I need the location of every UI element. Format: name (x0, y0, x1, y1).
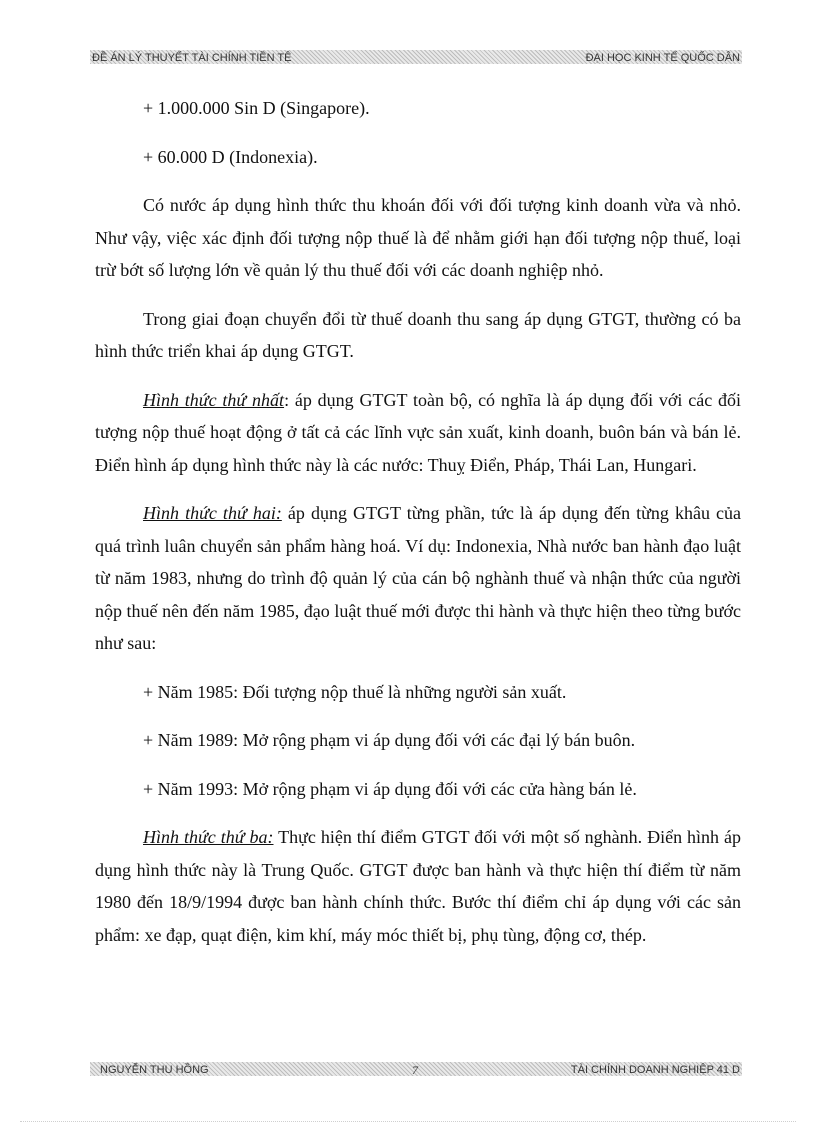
paragraph-indonexia-d: + 60.000 D (Indonexia). (143, 146, 318, 167)
paragraph-thu-khoan: Có nước áp dụng hình thức thu khoán đối với đối tượng kinh doanh vừa và nhỏ. Như vậy, việc xác định đối tượng nộp thuế là để nhằm giới hạn đối tượng nộp thuế, loại trừ bớt số lượng lớn về quản lý thu thuế đối với các doanh nghiệp nhỏ. (95, 195, 741, 280)
label-hinh-thuc-2: Hình thức thứ hai: (143, 503, 282, 523)
page-bottom-divider (20, 1121, 796, 1122)
header-right-text: ĐẠI HỌC KINH TẾ QUỐC DÂN (585, 52, 740, 64)
paragraph-hinh-thuc-1 (95, 384, 741, 482)
paragraph-giai-doan: Trong giai đoạn chuyển đổi từ thuế doanh thu sang áp dụng GTGT, thường có ba hình thức triển khai áp dụng GTGT. (95, 308, 741, 361)
paragraph-hinh-thuc-2 (95, 497, 741, 660)
paragraph-nam-1989: + Năm 1989: Mở rộng phạm vi áp dụng đối với các đại lý bán buôn. (143, 730, 636, 750)
label-hinh-thuc-1: Hình thức thứ nhất (143, 389, 285, 410)
footer-page-number: 7 (412, 1063, 418, 1076)
label-hinh-thuc-3: Hình thức thứ ba: (143, 827, 274, 847)
header-left-text: ĐỀ ÁN LÝ THUYẾT TÀI CHÍNH TIỀN TỆ (92, 52, 292, 64)
footer-class: TÀI CHÍNH DOANH NGHIỆP 41 D (570, 1064, 740, 1076)
text-hinh-thuc-2: áp dụng GTGT từng phần, tức là áp dụng đến từng khâu của quá trình luân chuyển sản phẩm hàng hoá. Ví dụ: Indonexia, Nhà nước ban hành đạo luật từ năm 1983, nhưng do trình độ quản lý của cán bộ nghành thuế và nhận thức của người nộp thuế nên đến năm 1985, đạo luật thuế mới được thi hành và thực hiện theo từng bước như sau: (95, 503, 742, 653)
paragraph-nam-1985: + Năm 1985: Đối tượng nộp thuế là những người sản xuất. (143, 681, 567, 702)
paragraph-sin-d: + 1.000.000 Sin D (Singapore). (143, 98, 370, 118)
paragraph-hinh-thuc-3 (95, 821, 741, 951)
footer-author: NGUYỄN THU HỒNG (100, 1064, 209, 1076)
text-hinh-thuc-1: : áp dụng GTGT toàn bộ, có nghĩa là áp dụng đối với các đối tượng nộp thuế hoạt động ở tất cả các lĩnh vực sản xuất, kinh doanh, buôn bán và bán lẻ. Điển hình áp dụng hình thức này là các nước: Thuỵ Điển, Pháp, Thái Lan, Hungari. (95, 389, 741, 475)
text-hinh-thuc-3: Thực hiện thí điểm GTGT đối với một số nghành. Điển hình áp dụng hình thức này là Trung Quốc. GTGT được ban hành và thực hiện thí điểm từ năm 1980 đến 18/9/1994 được ban hành chính thức. Bước thí điểm chỉ áp dụng với các sản phẩm: xe đạp, quạt điện, kim khí, máy móc thiết bị, phụ tùng, động cơ, thép. (95, 827, 741, 945)
page-footer (90, 1062, 742, 1076)
paragraph-nam-1993: + Năm 1993: Mở rộng phạm vi áp dụng đối với các cửa hàng bán lẻ. (143, 778, 637, 799)
page-header (90, 50, 742, 64)
document-body (95, 92, 741, 951)
